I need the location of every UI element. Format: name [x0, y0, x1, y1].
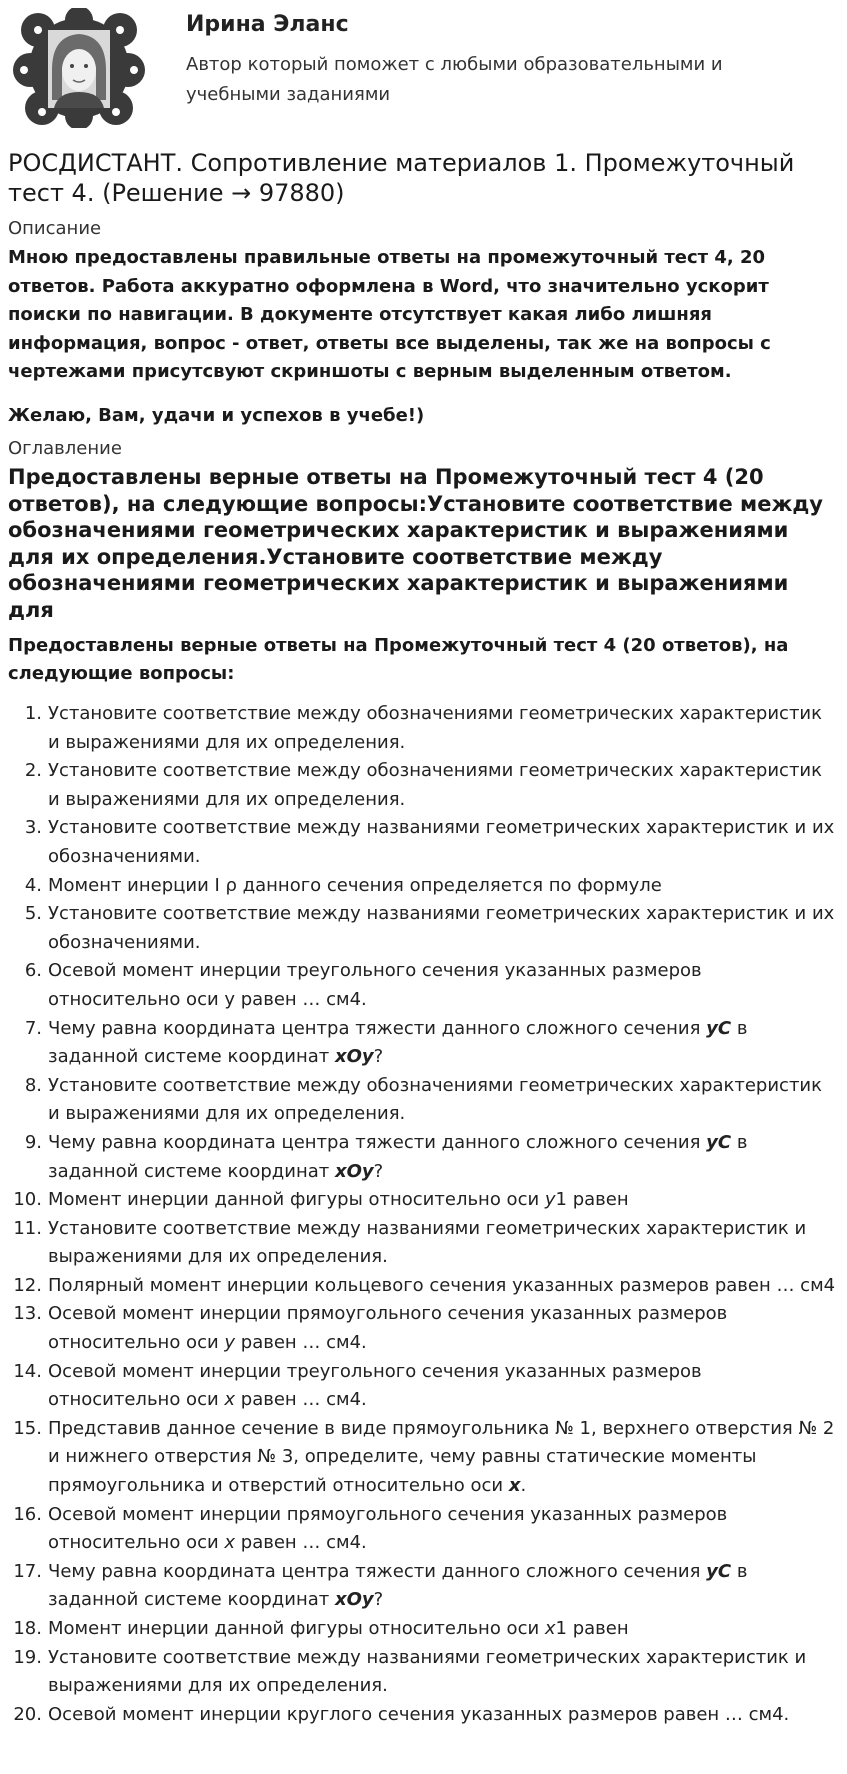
- question-item: [0, 1215, 847, 1272]
- question-item: [0, 872, 847, 901]
- question-item: [0, 1129, 847, 1186]
- question-text: Момент инерции I ρ данного сечения определяется по формуле: [48, 874, 662, 896]
- question-text: .: [520, 1475, 527, 1497]
- question-item: [0, 1072, 847, 1129]
- question-text: xOy: [334, 1046, 374, 1068]
- question-text: равен … см4.: [235, 1332, 367, 1354]
- page-title: РОСДИСТАНТ. Сопротивление материалов 1. Промежуточный тест 4. (Решение → 97880): [8, 149, 795, 207]
- question-item: [0, 757, 847, 814]
- question-number: 13.: [13, 1303, 42, 1325]
- question-item: [0, 1558, 847, 1615]
- question-list: [0, 700, 847, 1729]
- question-item: [0, 957, 847, 1014]
- question-text: Чему равна координата центра тяжести данного сложного сечения: [48, 1017, 707, 1039]
- question-text: ?: [373, 1589, 384, 1611]
- question-text: Осевой момент инерции треугольного сечения указанных размеров относительно оси y равен … см4.: [48, 960, 702, 1010]
- question-text: Установите соответствие между обозначениями геометрических характеристик и выражениями для их определения.: [48, 1074, 822, 1125]
- question-number: 9.: [24, 1131, 42, 1153]
- question-text: yC: [706, 1131, 732, 1153]
- question-text: 1 равен: [555, 1189, 629, 1211]
- question-text: Осевой момент инерции круглого сечения указанных размеров равен … см4.: [48, 1703, 790, 1725]
- question-item: [0, 1701, 847, 1730]
- question-number: 12.: [13, 1274, 42, 1296]
- question-text: Полярный момент инерции кольцевого сечения указанных размеров равен … см4: [48, 1274, 836, 1296]
- question-item: [0, 814, 847, 871]
- toc-intro: Предоставлены верные ответы на Промежуточный тест 4 (20 ответов), на следующие вопросы:: [8, 635, 789, 684]
- question-number: 5.: [24, 903, 42, 925]
- question-item: [0, 1272, 847, 1301]
- question-text: в заданной системе координат: [48, 1560, 748, 1611]
- question-text: y: [224, 1332, 236, 1354]
- question-number: 14.: [13, 1360, 42, 1382]
- question-item: [0, 1186, 847, 1215]
- question-item: [0, 700, 847, 757]
- question-item: [0, 1015, 847, 1072]
- question-text: Установите соответствие между обозначениями геометрических характеристик и выражениями для их определения.: [48, 760, 822, 810]
- question-text: x: [224, 1389, 236, 1411]
- question-text: Момент инерции данной фигуры относительно оси: [48, 1618, 545, 1639]
- question-text: Момент инерции данной фигуры относительно оси: [48, 1189, 545, 1211]
- question-text: равен … см4.: [235, 1389, 367, 1411]
- question-text: Чему равна координата центра тяжести данного сложного сечения: [48, 1560, 707, 1582]
- question-number: 11.: [13, 1217, 42, 1239]
- question-text: Представив данное сечение в виде прямоугольника № 1, верхнего отверстия № 2 и нижнего отверстия № 3, определите, чему равны статические моменты прямоугольника и отверстий относительно оси: [48, 1417, 835, 1497]
- question-number: 19.: [13, 1646, 42, 1668]
- question-number: 17.: [13, 1560, 42, 1582]
- question-text: Чему равна координата центра тяжести данного сложного сечения: [48, 1131, 707, 1153]
- description-text: Мною предоставлены правильные ответы на промежуточный тест 4, 20 ответов. Работа аккуратно оформлена в Word, что значительно ускорит поиски по навигации. В документе отсутствует какая либо лишняя информация, вопрос - ответ, ответы все выделены, так же на вопросы с чертежами присутсвуют скриншоты с верным выделенным ответом.: [8, 247, 771, 382]
- question-number: 15.: [13, 1417, 42, 1439]
- question-number: 2.: [24, 760, 42, 782]
- question-number: 1.: [24, 703, 42, 724]
- description-label: Описание: [8, 218, 102, 239]
- question-item: [0, 1300, 847, 1357]
- question-number: 8.: [24, 1074, 42, 1096]
- question-text: Установите соответствие между названиями геометрических характеристик и их обозначениями.: [48, 817, 835, 867]
- question-text: Осевой момент инерции треугольного сечения указанных размеров относительно оси: [48, 1360, 702, 1411]
- question-text: равен … см4.: [235, 1532, 367, 1554]
- avatar[interactable]: [8, 8, 150, 128]
- question-number: 4.: [24, 874, 42, 896]
- question-number: 18.: [13, 1618, 42, 1639]
- question-text: Установите соответствие между обозначениями геометрических характеристик и выражениями для их определения.: [48, 703, 822, 753]
- author-card: [8, 8, 838, 128]
- question-text: xOy: [334, 1589, 374, 1611]
- question-item: [0, 1644, 847, 1701]
- question-item: [0, 1415, 847, 1501]
- question-item: [0, 1358, 847, 1415]
- question-text: Осевой момент инерции прямоугольного сечения указанных размеров относительно оси: [48, 1503, 728, 1554]
- question-item: [0, 1501, 847, 1558]
- question-number: 16.: [13, 1503, 42, 1525]
- question-text: x: [544, 1618, 556, 1639]
- question-number: 3.: [24, 817, 42, 839]
- author-bio: Автор который поможет с любыми образовательными и учебными заданиями: [186, 54, 723, 105]
- question-text: x: [508, 1475, 521, 1497]
- question-text: в заданной системе координат: [48, 1017, 748, 1068]
- question-item: [0, 1615, 847, 1644]
- question-text: x: [224, 1532, 236, 1554]
- question-text: yC: [706, 1560, 732, 1582]
- question-item: [0, 900, 847, 957]
- question-text: ?: [373, 1160, 384, 1182]
- question-text: 1 равен: [555, 1618, 629, 1639]
- question-number: 7.: [24, 1017, 42, 1039]
- question-text: Установите соответствие между названиями геометрических характеристик и выражениями для их определения.: [48, 1217, 807, 1268]
- author-name[interactable]: Ирина Эланс: [186, 12, 349, 37]
- avatar-photo-flower-frame-icon: [8, 8, 150, 128]
- toc-heading: Предоставлены верные ответы на Промежуточный тест 4 (20 ответов), на следующие вопросы:Установите соответствие между обозначениями геометрических характеристик и выражениями для их определения.Установите соответствие между обозначениями геометрических характеристик и выражениями для: [8, 465, 823, 622]
- question-text: ?: [373, 1046, 384, 1068]
- toc-label: Оглавление: [8, 438, 122, 459]
- question-text: y: [544, 1189, 556, 1211]
- question-text: Осевой момент инерции прямоугольного сечения указанных размеров относительно оси: [48, 1303, 728, 1354]
- question-number: 10.: [13, 1189, 42, 1211]
- question-text: в заданной системе координат: [48, 1131, 748, 1182]
- question-number: 20.: [13, 1703, 42, 1725]
- question-text: Установите соответствие между названиями геометрических характеристик и их обозначениями.: [48, 903, 835, 953]
- question-text: yC: [706, 1017, 732, 1039]
- description-wish: Желаю, Вам, удачи и успехов в учебе!): [8, 405, 425, 426]
- question-text: xOy: [334, 1160, 374, 1182]
- question-number: 6.: [24, 960, 42, 982]
- question-text: Установите соответствие между названиями геометрических характеристик и выражениями для их определения.: [48, 1646, 807, 1697]
